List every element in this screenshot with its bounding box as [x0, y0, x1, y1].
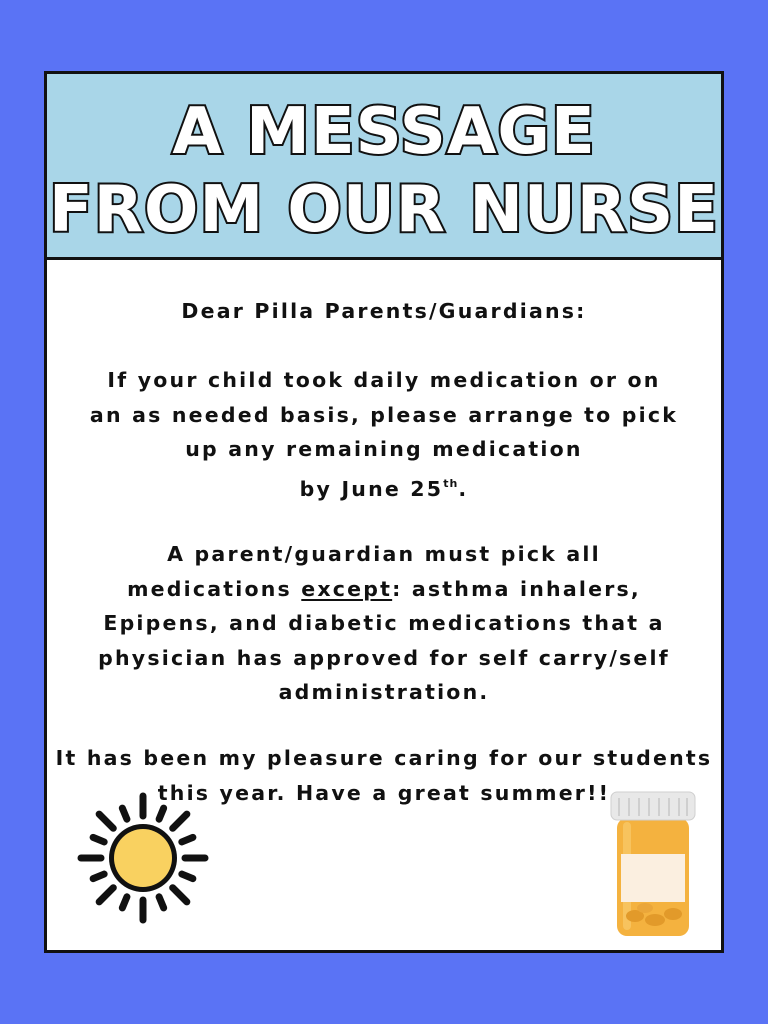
sun-ray — [159, 897, 164, 908]
title-line-2: FROM OUR NURSE — [49, 173, 719, 247]
sun-ray — [182, 874, 193, 879]
sun-ray — [173, 814, 187, 828]
paragraph-line: If your child took daily medication or on — [107, 368, 661, 392]
sun-ray — [99, 888, 113, 902]
paragraph-line: physician has approved for self carry/self — [98, 645, 670, 670]
paragraph-pickup — [47, 363, 721, 506]
sun-ray — [173, 888, 187, 902]
paragraph-line: administration. — [278, 680, 490, 704]
sun-icon — [77, 792, 209, 924]
paragraph-line: It has been my pleasure caring for our students — [55, 746, 713, 770]
sun-ray — [122, 808, 127, 819]
deadline-period: . — [458, 476, 469, 501]
sun-ray — [159, 808, 164, 819]
sun-ray — [122, 897, 127, 908]
paragraph-line-deadline — [47, 467, 721, 507]
paragraph-line: A parent/guardian must pick all — [167, 542, 601, 566]
except-suffix: : asthma inhalers, — [392, 576, 641, 601]
message-card — [44, 71, 724, 953]
sun-ray — [99, 814, 113, 828]
except-prefix: medications — [127, 576, 302, 601]
deadline-text: by June 25 — [299, 476, 444, 501]
paragraph-line-except — [47, 572, 721, 607]
paragraph-line: an as needed basis, please arrange to pick — [89, 402, 679, 427]
sun-ray — [93, 837, 104, 842]
except-emphasis: except — [301, 576, 393, 601]
deadline-ordinal: th — [443, 476, 459, 490]
paragraph-exceptions — [47, 537, 721, 710]
pill-bottle-icon — [607, 788, 699, 940]
greeting: Dear Pilla Parents/Guardians: — [181, 299, 587, 323]
paragraph-line: up any remaining medication — [185, 437, 583, 461]
sun-ray — [93, 874, 104, 879]
sun-ray — [182, 837, 193, 842]
paragraph-line: Epipens, and diabetic medications that a — [103, 611, 665, 635]
title-line-1: A MESSAGE — [172, 95, 596, 169]
paragraph-line: this year. Have a great summer!! — [157, 780, 611, 805]
header-banner — [47, 74, 721, 260]
